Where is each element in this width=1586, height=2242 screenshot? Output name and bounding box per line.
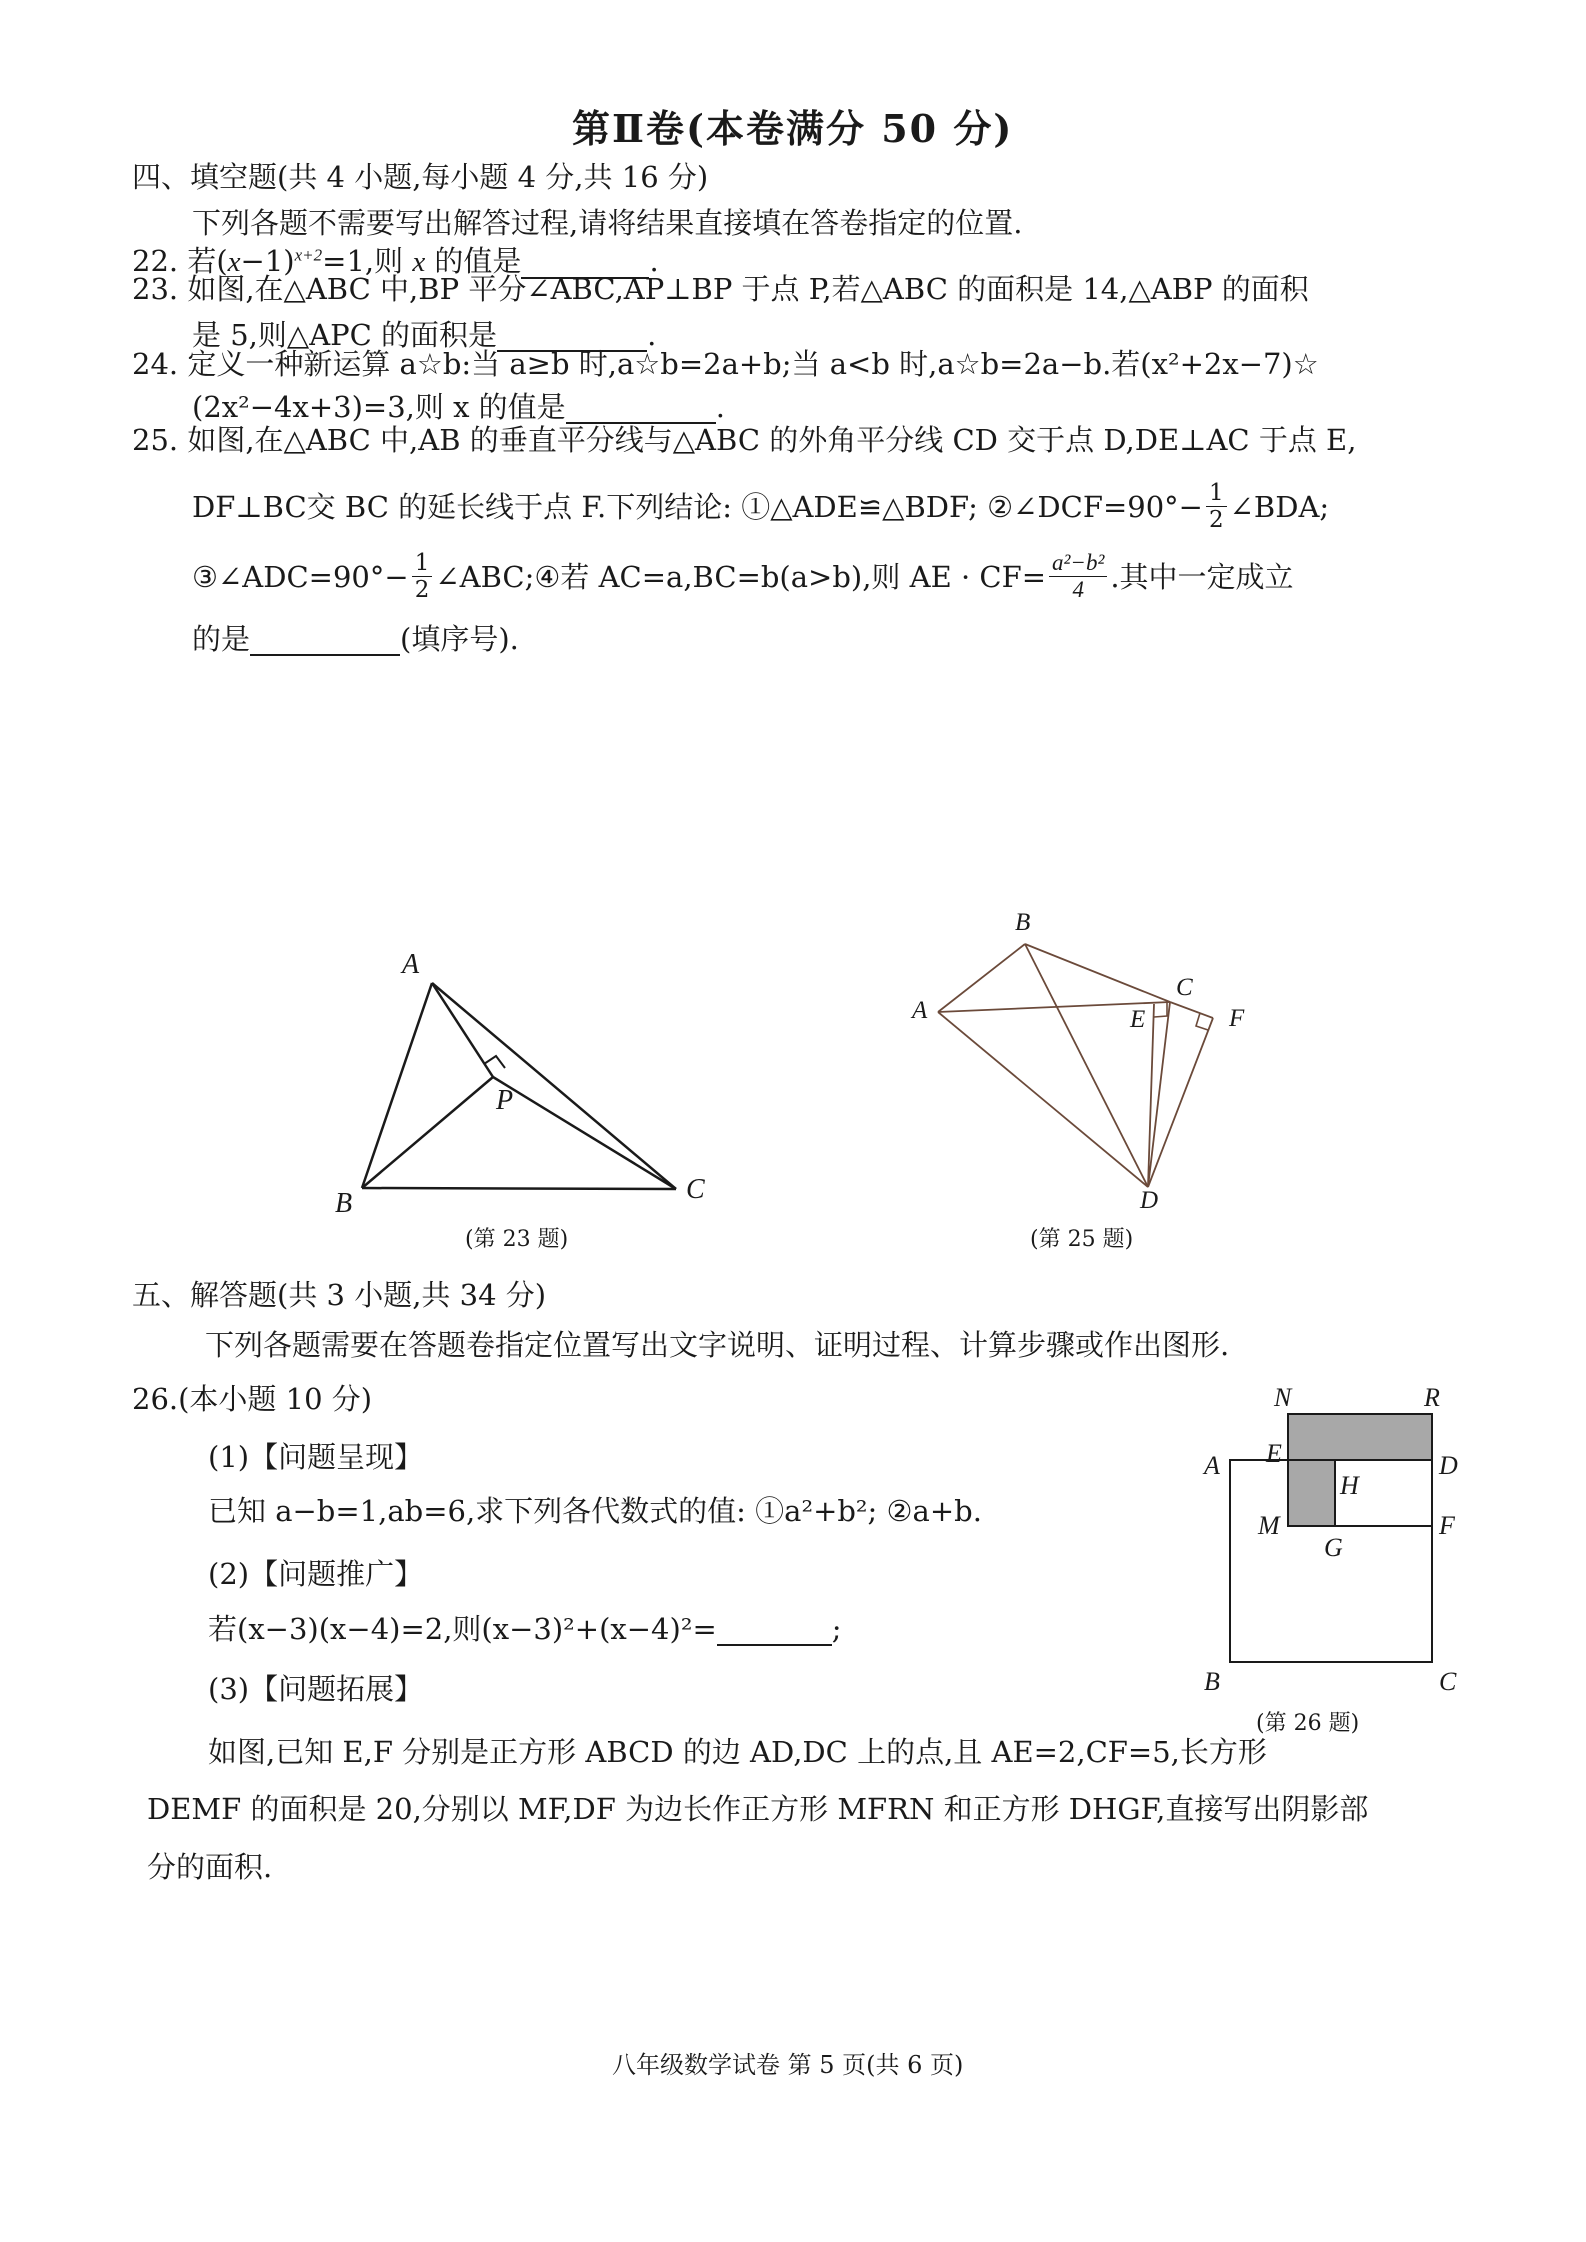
q22-var: x bbox=[227, 246, 241, 278]
segment-ab bbox=[938, 944, 1025, 1012]
part-2-text bbox=[208, 1612, 842, 1646]
q25-text: 的是 bbox=[192, 622, 251, 656]
label-p: P bbox=[496, 1085, 514, 1116]
part-2-expression: 若(x−3)(x−4)=2,则(x−3)²+(x−4)²= bbox=[208, 1612, 717, 1646]
label-n: N bbox=[1274, 1383, 1292, 1412]
part-2-title: (2)【问题推广】 bbox=[208, 1557, 424, 1591]
figure-25 bbox=[900, 900, 1280, 1210]
label-d: D bbox=[1140, 1187, 1159, 1210]
label-f: F bbox=[1229, 1005, 1245, 1032]
label-b: B bbox=[1015, 909, 1031, 936]
label-f: F bbox=[1439, 1511, 1455, 1540]
right-angle-mark bbox=[1154, 1003, 1167, 1017]
q25-text: ∠ABC;④若 AC=a,BC=b(a>b),则 AE · CF= bbox=[435, 559, 1047, 594]
fraction bbox=[412, 550, 433, 603]
fraction-denominator: 4 bbox=[1072, 577, 1084, 602]
question-25-line3 bbox=[192, 550, 1294, 603]
segment-bd bbox=[1025, 944, 1148, 1187]
q22-text: 的值是 bbox=[425, 244, 522, 278]
q25-text: ③∠ADC=90°− bbox=[192, 559, 409, 594]
label-b: B bbox=[1204, 1667, 1220, 1696]
figure-26 bbox=[1190, 1370, 1480, 1700]
q24-end: . bbox=[715, 390, 725, 424]
question-24-line1: 24. 定义一种新运算 a☆b:当 a≥b 时,a☆b=2a+b;当 a<b 时,a☆b=2a−b.若(x²+2x−7)☆ bbox=[132, 347, 1319, 381]
segment-bc bbox=[362, 1188, 676, 1189]
q23-text: 是 5,则△APC 的面积是 bbox=[192, 318, 498, 352]
question-number: 22. bbox=[132, 244, 179, 278]
segment-ac bbox=[432, 983, 676, 1189]
section-heading: 四、填空题(共 4 小题,每小题 4 分,共 16 分) bbox=[132, 160, 709, 194]
shaded-region-top bbox=[1288, 1414, 1432, 1460]
fraction-numerator: 1 bbox=[412, 550, 433, 577]
question-23-line1: 23. 如图,在△ABC 中,BP 平分∠ABC,AP⊥BP 于点 P,若△ABC 的面积是 14,△ABP 的面积 bbox=[132, 272, 1309, 306]
label-c: C bbox=[1176, 974, 1193, 1001]
fraction-numerator: 1 bbox=[1206, 480, 1227, 507]
part-1-title: (1)【问题呈现】 bbox=[208, 1440, 424, 1474]
q22-text: −1) bbox=[240, 244, 295, 278]
part-3-line3: 分的面积. bbox=[147, 1850, 273, 1884]
figure-caption: (第 25 题) bbox=[1030, 1227, 1134, 1252]
page-footer: 八年级数学试卷 第 5 页(共 6 页) bbox=[612, 2051, 964, 2079]
label-c: C bbox=[686, 1174, 705, 1205]
label-a: A bbox=[912, 997, 928, 1024]
segment-ad bbox=[938, 1012, 1148, 1187]
answer-blank[interactable] bbox=[566, 394, 716, 424]
question-24-line2 bbox=[192, 390, 725, 424]
shaded-region-left bbox=[1288, 1460, 1335, 1526]
fraction-denominator: 2 bbox=[414, 577, 430, 603]
page-title: 第Ⅱ卷(本卷满分 50 分) bbox=[572, 106, 1014, 151]
label-e: E bbox=[1266, 1439, 1282, 1468]
q23-end: . bbox=[647, 318, 657, 352]
label-a: A bbox=[1204, 1451, 1220, 1480]
label-c: C bbox=[1439, 1667, 1457, 1696]
answer-blank[interactable] bbox=[250, 626, 400, 656]
label-m: M bbox=[1258, 1511, 1280, 1540]
section-heading: 五、解答题(共 3 小题,共 34 分) bbox=[132, 1278, 547, 1312]
part-1-text: 已知 a−b=1,ab=6,求下列各代数式的值: ①a²+b²; ②a+b. bbox=[208, 1494, 982, 1528]
label-a: A bbox=[402, 949, 420, 980]
q25-text: ∠BDA; bbox=[1229, 489, 1330, 524]
label-b: B bbox=[335, 1188, 353, 1219]
segment-bc bbox=[1025, 944, 1170, 1002]
label-r: R bbox=[1424, 1383, 1440, 1412]
figure-caption: (第 26 题) bbox=[1256, 1711, 1360, 1736]
question-25-line4 bbox=[192, 622, 519, 656]
label-g: G bbox=[1324, 1533, 1343, 1562]
part-3-title: (3)【问题拓展】 bbox=[208, 1672, 424, 1706]
fraction bbox=[1206, 480, 1227, 533]
q22-end: . bbox=[649, 244, 659, 278]
answer-blank[interactable] bbox=[717, 1616, 832, 1646]
segment-cf bbox=[1170, 1002, 1213, 1018]
part-3-line1: 如图,已知 E,F 分别是正方形 ABCD 的边 AD,DC 上的点,且 AE=2,CF=5,长方形 bbox=[208, 1735, 1267, 1769]
label-h: H bbox=[1340, 1471, 1359, 1500]
q22-var: x bbox=[412, 246, 426, 278]
q22-text: 若( bbox=[187, 244, 228, 278]
q25-text: DF⊥BC交 BC 的延长线于点 F.下列结论: ①△ADE≌△BDF; ②∠DCF=90°− bbox=[192, 489, 1203, 524]
fraction bbox=[1049, 550, 1107, 603]
question-25-line2 bbox=[192, 480, 1329, 533]
label-e: E bbox=[1130, 1006, 1146, 1033]
question-26-head: 26.(本小题 10 分) bbox=[132, 1382, 373, 1416]
figure-23 bbox=[320, 935, 740, 1255]
part-2-end: ; bbox=[831, 1612, 842, 1646]
fraction-numerator: a²−b² bbox=[1049, 550, 1107, 577]
figure-caption: (第 23 题) bbox=[465, 1227, 569, 1252]
q25-text: (填序号). bbox=[400, 622, 519, 656]
q25-text: .其中一定成立 bbox=[1110, 559, 1294, 594]
q22-exponent: x+2 bbox=[294, 245, 323, 265]
section-instruction: 下列各题需要在答题卷指定位置写出文字说明、证明过程、计算步骤或作出图形. bbox=[205, 1328, 1230, 1362]
segment-pc bbox=[493, 1077, 676, 1189]
question-25-line1: 25. 如图,在△ABC 中,AB 的垂直平分线与△ABC 的外角平分线 CD 交于点 D,DE⊥AC 于点 E, bbox=[132, 423, 1357, 457]
label-d: D bbox=[1439, 1451, 1458, 1480]
part-3-line2: DEMF 的面积是 20,分别以 MF,DF 为边长作正方形 MFRN 和正方形 DHGF,直接写出阴影部 bbox=[147, 1792, 1369, 1826]
fraction-denominator: 2 bbox=[1208, 507, 1224, 533]
q24-text: (2x²−4x+3)=3,则 x 的值是 bbox=[192, 390, 566, 424]
section-instruction: 下列各题不需要写出解答过程,请将结果直接填在答卷指定的位置. bbox=[192, 206, 1023, 240]
q22-text: =1,则 bbox=[322, 244, 413, 278]
